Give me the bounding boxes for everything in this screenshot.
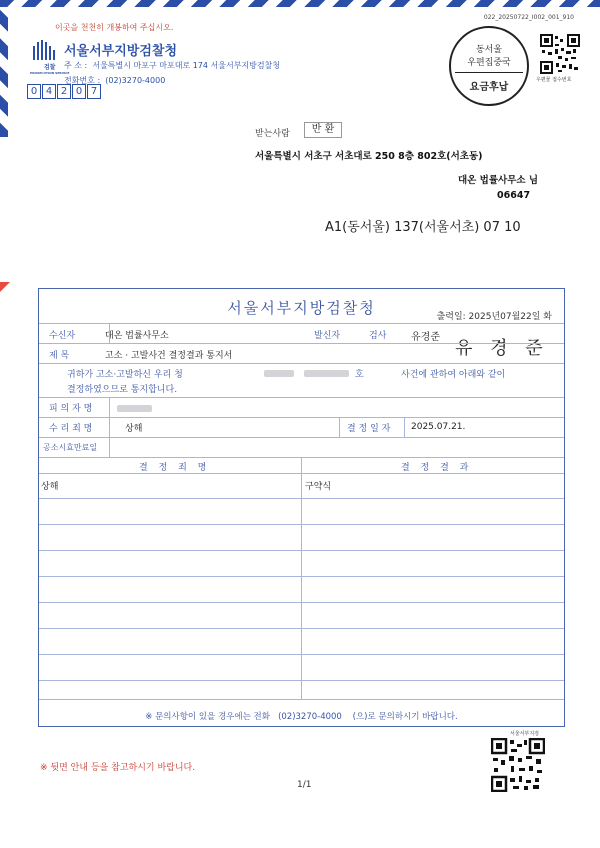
row-divider bbox=[39, 473, 564, 474]
sender-org-name: 서울서부지방검찰청 bbox=[64, 44, 178, 59]
table-row bbox=[39, 550, 564, 551]
subject-value: 고소 · 고발사건 결정결과 통지서 bbox=[105, 351, 233, 361]
col-divider bbox=[301, 457, 302, 699]
receiver-label: 수신자 bbox=[49, 331, 76, 341]
postal-route-code: A1(동서울) 137(서울서초) 07 10 bbox=[325, 220, 521, 235]
airmail-border-left bbox=[0, 7, 8, 137]
prosecutor-signature: 유 경 준 bbox=[455, 338, 549, 359]
notice-text-part2: 호 bbox=[355, 370, 364, 380]
corner-mark bbox=[0, 282, 10, 292]
envelope-qr-code-icon bbox=[540, 34, 580, 74]
row-divider bbox=[39, 437, 564, 438]
airmail-border-top bbox=[0, 0, 600, 7]
decision-date-label: 결 정 일 자 bbox=[347, 424, 391, 434]
decision-result-header: 결 정 결 과 bbox=[401, 463, 473, 473]
form-title: 서울서부지방검찰청 bbox=[227, 299, 376, 317]
row-divider bbox=[39, 397, 564, 398]
sender-address: 주 소 : 서울특별시 마포구 마포대로 174 서울서부지방검찰청 bbox=[64, 61, 281, 70]
notification-form bbox=[38, 288, 565, 727]
row-divider bbox=[39, 417, 564, 418]
subject-label: 제 목 bbox=[49, 351, 70, 361]
row-divider bbox=[39, 343, 564, 344]
open-warning: 이곳을 천천히 개봉하여 주십시오. bbox=[55, 23, 174, 32]
table-row bbox=[39, 628, 564, 629]
page-number: 1/1 bbox=[297, 780, 312, 790]
suspect-label: 피 의 자 명 bbox=[49, 404, 93, 414]
redacted-case-number bbox=[304, 370, 349, 377]
bottom-qr-label: 서울서부지검 bbox=[510, 731, 539, 737]
decision-charge-header: 결 정 죄 명 bbox=[139, 463, 211, 473]
prosecution-time-label: 공소시효만료일 bbox=[43, 443, 98, 452]
recipient-name: 대온 법률사무소 님 bbox=[458, 175, 539, 186]
table-row bbox=[39, 602, 564, 603]
notice-text-part3: 사건에 관하여 아래와 같이 bbox=[401, 370, 506, 380]
notice-text-line2: 결정하였으므로 통지합니다. bbox=[67, 385, 178, 395]
table-row bbox=[39, 680, 564, 681]
receiver-value: 대온 법률사무소 bbox=[105, 331, 169, 341]
redacted-suspect-name bbox=[117, 405, 152, 412]
col-divider bbox=[339, 417, 340, 437]
sender-role: 검사 bbox=[369, 331, 387, 341]
col-divider bbox=[109, 397, 110, 457]
sender-name: 유경준 bbox=[411, 332, 440, 343]
recipient-zip: 06647 bbox=[497, 190, 531, 201]
print-date: 출력일: 2025년07월22일 화 bbox=[436, 312, 552, 322]
table-row bbox=[39, 524, 564, 525]
decision-charge-value: 상해 bbox=[41, 482, 59, 492]
inquiry-notice: ※ 문의사항이 있을 경우에는 전화 (02)3270-4000 (으)로 문의하시기 바랍니다. bbox=[145, 712, 458, 722]
table-row bbox=[39, 654, 564, 655]
bottom-qr-code-icon bbox=[491, 738, 545, 792]
decision-date-value: 2025.07.21. bbox=[411, 422, 466, 432]
return-box: 반 환 bbox=[304, 122, 342, 138]
redacted-case-year bbox=[264, 370, 294, 377]
sender-zip-code: 0 4 2 0 7 bbox=[27, 84, 102, 99]
row-divider bbox=[39, 363, 564, 364]
qr-caption: 우편물 접수번호 bbox=[536, 77, 572, 83]
postmark-stamp: 동서울 우편집중국 요금후납 bbox=[449, 26, 529, 106]
logo-text: 검찰 PROSECUTION SERVICE bbox=[30, 64, 70, 75]
charge-label: 수 리 죄 명 bbox=[49, 424, 93, 434]
sender-phone: 전화번호 : (02)3270-4000 bbox=[64, 76, 166, 85]
document-id: 022_20250722_I002_001_910 bbox=[483, 14, 574, 21]
col-divider bbox=[109, 323, 110, 343]
table-row bbox=[39, 576, 564, 577]
recipient-address: 서울특별시 서초구 서초대로 250 8층 802호(서초동) bbox=[255, 151, 483, 162]
recipient-label: 받는사람 bbox=[255, 129, 290, 139]
table-row bbox=[39, 699, 564, 700]
sender-label: 발신자 bbox=[314, 331, 341, 341]
col-divider bbox=[404, 417, 405, 437]
charge-value: 상해 bbox=[125, 424, 143, 434]
notice-text-part1: 귀하가 고소·고발하신 우리 청 bbox=[67, 370, 183, 380]
table-row bbox=[39, 498, 564, 499]
row-divider bbox=[39, 323, 564, 324]
decision-result-value: 구약식 bbox=[305, 482, 332, 492]
backside-notice: ※ 뒷면 안내 등을 참고하시기 바랍니다. bbox=[40, 763, 196, 773]
prosecution-logo-icon bbox=[33, 40, 55, 60]
